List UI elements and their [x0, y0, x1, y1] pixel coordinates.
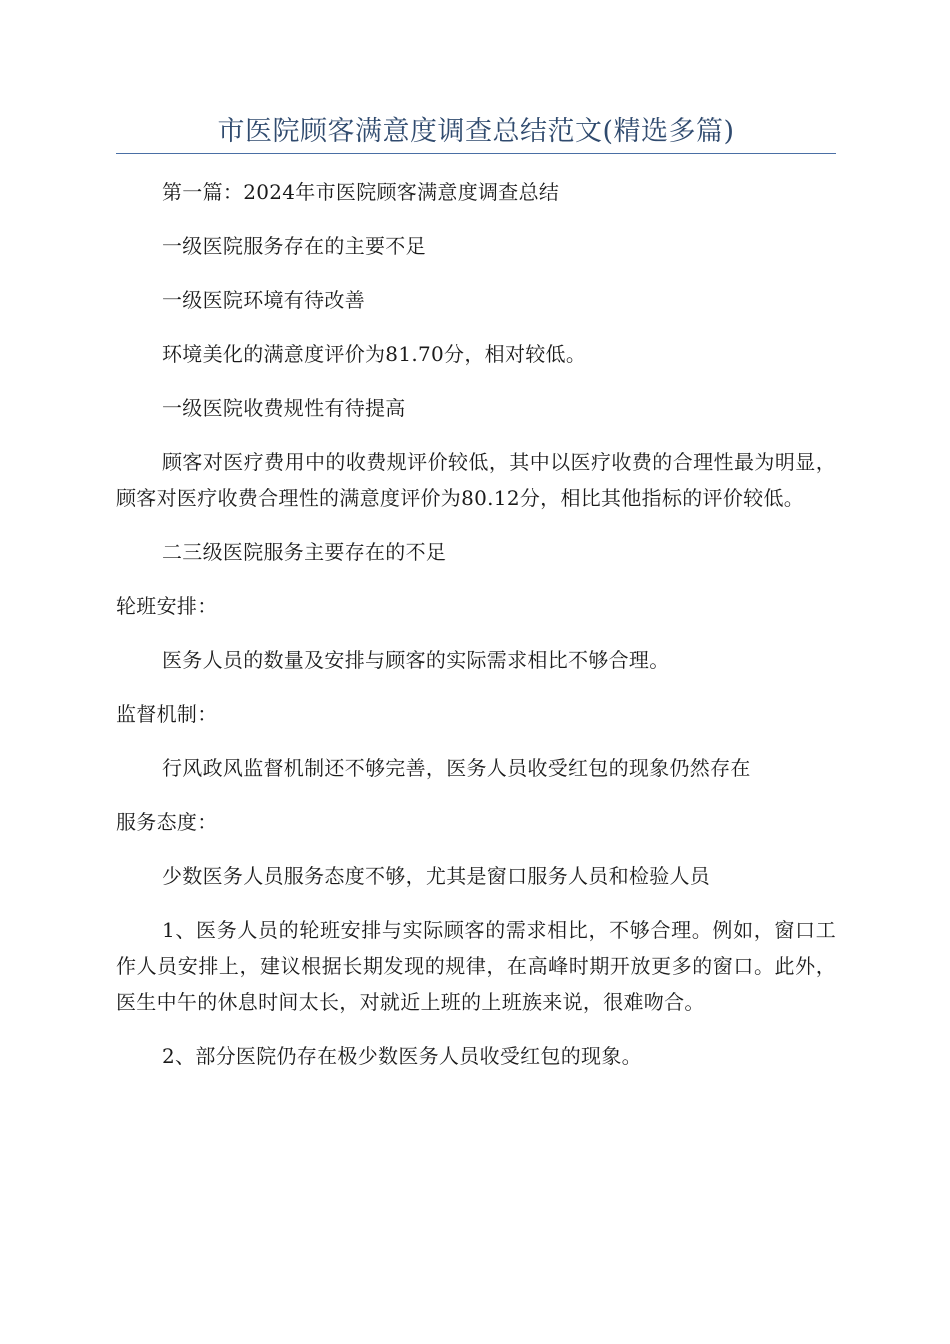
paragraph-4: 环境美化的满意度评价为81.70分，相对较低。 — [162, 342, 587, 366]
paragraph-12: 服务态度： — [116, 810, 218, 834]
paragraph-7: 二三级医院服务主要存在的不足 — [162, 540, 447, 564]
paragraph-2: 一级医院服务存在的主要不足 — [162, 234, 426, 258]
document-title: 市医院顾客满意度调查总结范文(精选多篇) — [217, 116, 735, 147]
document-body — [116, 174, 836, 1074]
paragraph-13: 少数医务人员服务态度不够，尤其是窗口服务人员和检验人员 — [162, 864, 711, 888]
paragraph-6: 顾客对医疗费用中的收费规评价较低，其中以医疗收费的合理性最为明显，顾客对医疗收费合理性的满意度评价为80.12分，相比其他指标的评价较低。 — [116, 450, 836, 510]
paragraph-10: 监督机制： — [116, 702, 218, 726]
paragraph-8: 轮班安排： — [116, 594, 218, 618]
paragraph-5: 一级医院收费规性有待提高 — [162, 396, 406, 420]
paragraph-14: 1、医务人员的轮班安排与实际顾客的需求相比，不够合理。例如，窗口工作人员安排上，建议根据长期发现的规律，在高峰时期开放更多的窗口。此外，医生中午的休息时间太长，对就近上班的上班族来说，很难吻合。 — [116, 918, 836, 1014]
paragraph-11: 行风政风监督机制还不够完善，医务人员收受红包的现象仍然存在 — [162, 756, 751, 780]
paragraph-9: 医务人员的数量及安排与顾客的实际需求相比不够合理。 — [162, 648, 670, 672]
paragraph-15: 2、部分医院仍存在极少数医务人员收受红包的现象。 — [162, 1044, 642, 1068]
paragraph-3: 一级医院环境有待改善 — [162, 288, 365, 312]
paragraph-1: 第一篇：2024年市医院顾客满意度调查总结 — [162, 180, 560, 204]
title-underline — [116, 153, 836, 154]
